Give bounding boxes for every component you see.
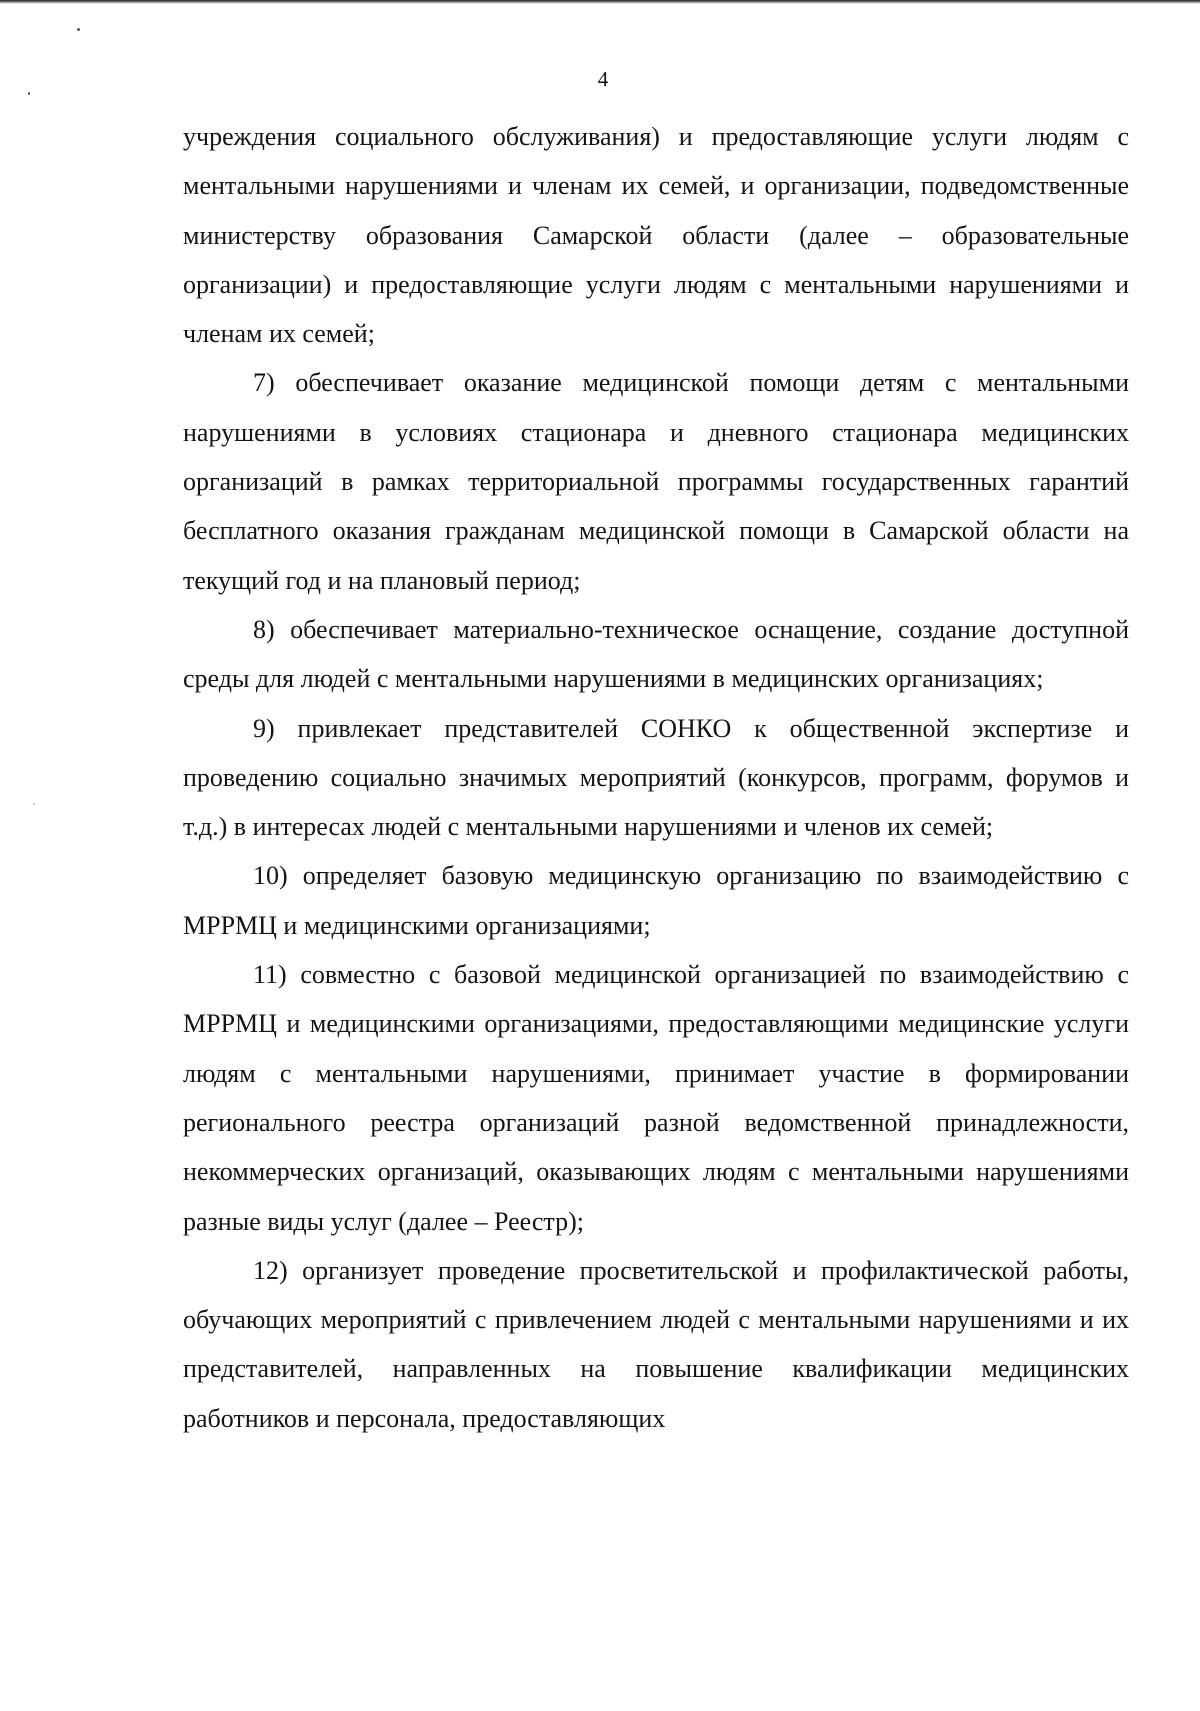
paragraph-item-12: 12) организует проведение просветительской и профилактической работы, обучающих мероприятий с привлечением людей с ментальными нарушениями и их представителей, направленных на повышение квалификации медицинских работников и персонала, предоставляющих (183, 1255, 1129, 1433)
paragraph-continuation: учреждения социального обслуживания) и предоставляющие услуги людям с ментальными нарушениями и членам их семей, и организации, подведомственные министерству образования Самарской области (далее – образовательные организации) и предоставляющие услуги людям с ментальными нарушениями и членам их семей; (183, 122, 1129, 349)
document-body (183, 112, 1129, 1443)
scan-top-edge (0, 0, 1200, 4)
paragraph-item-8: 8) обеспечивает материально-техническое оснащение, создание доступной среды для людей с ментальными нарушениями в медицинских организациях; (183, 614, 1129, 694)
scan-speck (33, 803, 35, 805)
paragraph-item-10: 10) определяет базовую медицинскую организацию по взаимодействию с МРРМЦ и медицинскими организациями; (183, 861, 1129, 940)
paragraph-item-7: 7) обеспечивает оказание медицинской помощи детям с ментальными нарушениями в условиях стационара и дневного стационара медицинских организаций в рамках территориальной программы государственных гарантий бесплатного оказания гражданам медицинской помощи в Самарской области на текущий год и на плановый период; (183, 368, 1129, 595)
paragraph-item-9: 9) привлекает представителей СОНКО к общественной экспертизе и проведению социально значимых мероприятий (конкурсов, программ, форумов и т.д.) в интересах людей с ментальными нарушениями и членов их семей; (183, 713, 1129, 842)
scan-speck (77, 28, 80, 31)
page-number: 4 (597, 67, 609, 91)
scan-speck (28, 92, 30, 95)
paragraph-item-11: 11) совместно с базовой медицинской организацией по взаимодействию с МРРМЦ и медицинскими организациями, предоставляющими медицинские услуги людям с ментальными нарушениями, принимает участие в формировании регионального реестра организаций разной ведомственной принадлежности, некоммерческих организаций, оказывающих людям с ментальными нарушениями разные виды услуг (далее – Реестр); (183, 960, 1129, 1236)
